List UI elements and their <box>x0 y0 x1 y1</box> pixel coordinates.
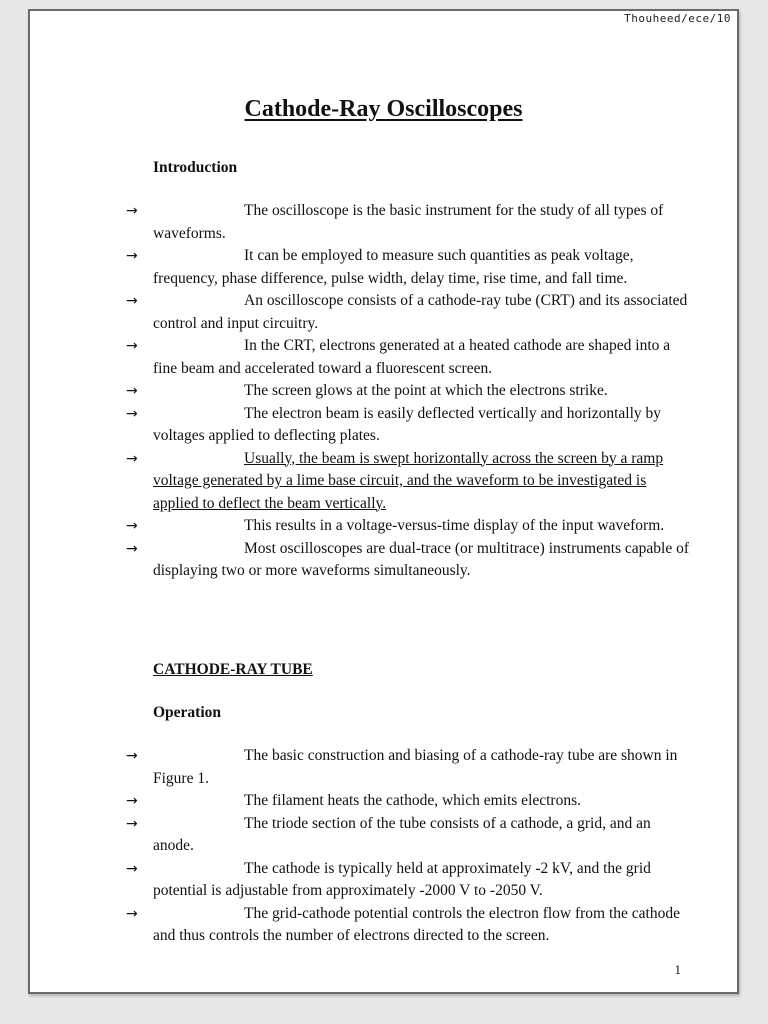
arrow-bullet-icon: → <box>126 203 138 219</box>
list-item-text: The grid-cathode potential controls the electron flow from the cathode and thus controls the number of electrons directed to the screen. <box>153 904 680 944</box>
list-item <box>126 538 692 583</box>
list-item <box>126 903 692 948</box>
list-item-text: The cathode is typically held at approximately -2 kV, and the grid potential is adjustable from approximately -2000 V to -2050 V. <box>153 859 651 899</box>
list-item <box>126 403 692 448</box>
list-item <box>126 858 692 903</box>
section-subheading-operation: Operation <box>153 704 222 721</box>
arrow-bullet-icon: → <box>126 338 138 354</box>
list-item-text: The basic construction and biasing of a cathode-ray tube are shown in Figure 1. <box>153 747 678 787</box>
document-page <box>28 9 739 994</box>
list-item <box>126 380 692 403</box>
section-heading-introduction: Introduction <box>153 159 238 176</box>
list-item-text: In the CRT, electrons generated at a heated cathode are shaped into a fine beam and accelerated toward a fluorescent screen. <box>153 337 671 377</box>
list-item <box>126 745 692 790</box>
list-item-text: An oscilloscope consists of a cathode-ray tube (CRT) and its associated control and input circuitry. <box>153 292 688 332</box>
arrow-bullet-icon: → <box>126 860 138 877</box>
list-item-text: Most oscilloscopes are dual-trace (or multitrace) instruments capable of displaying two or more waveforms simultaneously. <box>153 539 690 579</box>
list-item <box>126 813 692 858</box>
arrow-bullet-icon: → <box>126 748 138 764</box>
list-item-text: This results in a voltage-versus-time display of the input waveform. <box>244 517 665 534</box>
arrow-bullet-icon: → <box>126 905 138 922</box>
list-item <box>126 290 692 335</box>
arrow-bullet-icon: → <box>126 248 138 264</box>
arrow-bullet-icon: → <box>126 383 138 399</box>
list-item-text: It can be employed to measure such quantities as peak voltage, frequency, phase difference, pulse width, delay time, rise time, and fall time. <box>153 247 634 287</box>
list-item <box>126 515 692 538</box>
list-item-text: The screen glows at the point at which the electrons strike. <box>244 382 608 399</box>
page-number: 1 <box>674 962 681 977</box>
list-item-text: The oscilloscope is the basic instrument for the study of all types of waveforms. <box>153 202 664 242</box>
list-item <box>126 200 692 245</box>
arrow-bullet-icon: → <box>126 405 138 422</box>
page-title: Cathode-Ray Oscilloscopes <box>244 96 523 122</box>
arrow-bullet-icon: → <box>126 450 138 467</box>
list-item-text: Usually, the beam is swept horizontally across the screen by a ramp voltage generated by a lime base circuit, and the waveform to be investigated is applied to deflect the beam vertically. <box>153 449 664 512</box>
arrow-bullet-icon: → <box>126 815 138 832</box>
section-heading-cathode-ray-tube: CATHODE-RAY TUBE <box>153 661 313 678</box>
header-mark: Thouheed/ece/10 <box>624 12 731 25</box>
intro-list <box>126 200 692 583</box>
list-item <box>126 790 692 813</box>
list-item-text: The triode section of the tube consists of a cathode, a grid, and an anode. <box>153 814 651 854</box>
list-item-text: The electron beam is easily deflected vertically and horizontally by voltages applied to deflecting plates. <box>153 404 662 444</box>
arrow-bullet-icon: → <box>126 293 138 309</box>
list-item <box>126 335 692 380</box>
list-item-underlined <box>126 448 692 516</box>
arrow-bullet-icon: → <box>126 540 138 557</box>
list-item <box>126 245 692 290</box>
list-item-text: The filament heats the cathode, which emits electrons. <box>244 792 582 809</box>
arrow-bullet-icon: → <box>126 518 138 534</box>
arrow-bullet-icon: → <box>126 793 138 809</box>
operation-list <box>126 745 692 948</box>
